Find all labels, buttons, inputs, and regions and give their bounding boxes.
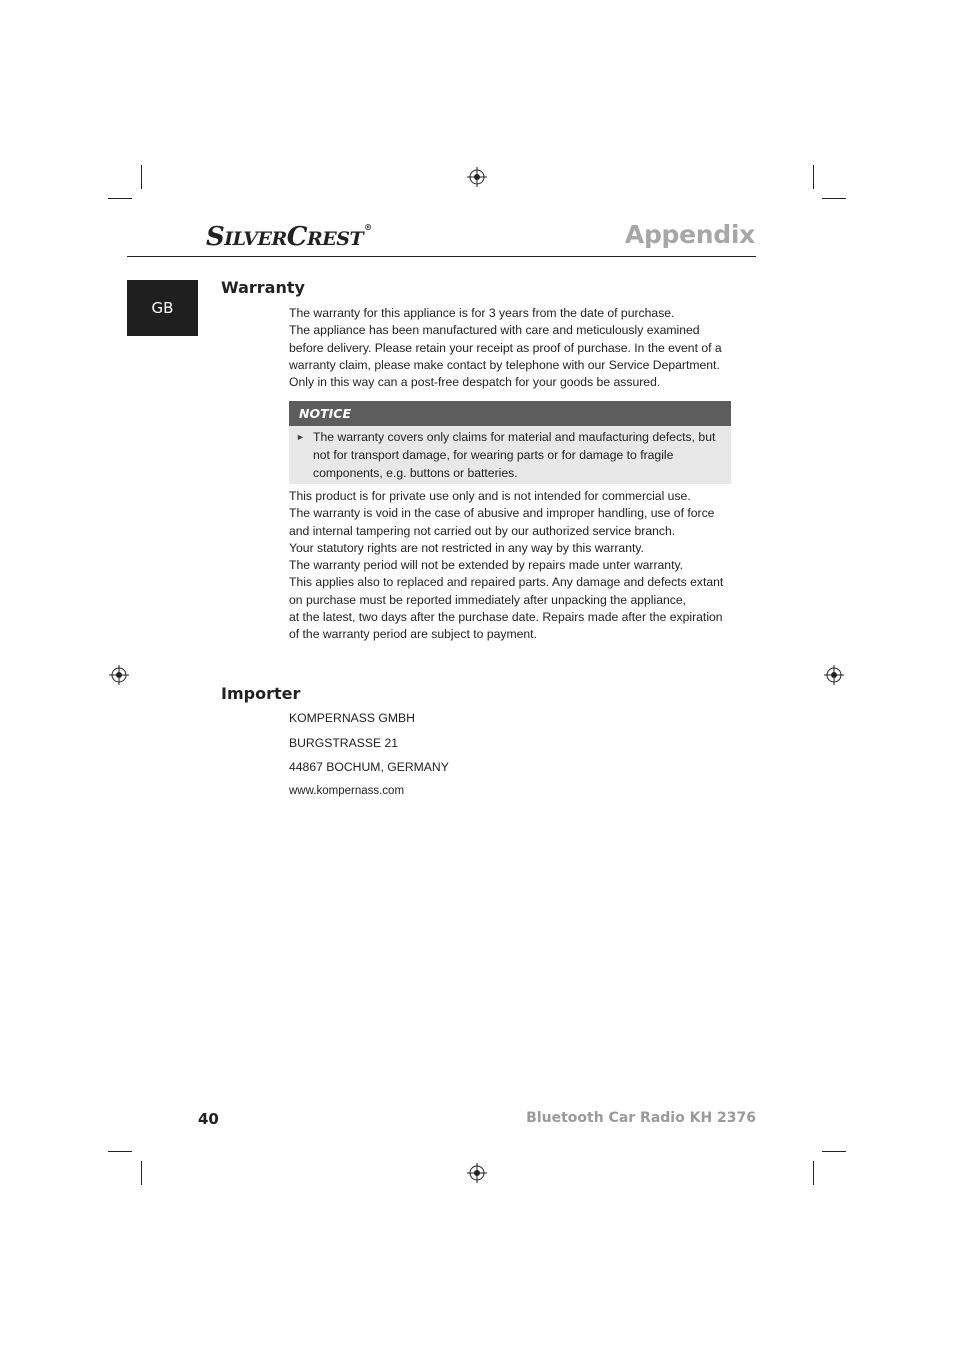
logo-letter: S (206, 222, 225, 252)
crop-mark (141, 165, 142, 189)
logo-letter: C (286, 222, 307, 252)
crop-mark (108, 1151, 132, 1152)
importer-city: 44867 BOCHUM, GERMANY (289, 760, 449, 774)
crop-mark (813, 165, 814, 189)
crop-mark (141, 1161, 142, 1185)
registration-mark-icon (109, 665, 129, 685)
logo-letters: REST (307, 228, 364, 250)
registered-mark: ® (364, 222, 372, 232)
language-tab: GB (127, 280, 198, 336)
paragraph: The warranty is void in the case of abusive and improper handling, use of force and internal tampering not carried out by our authorized service branch. (289, 506, 715, 538)
registration-mark-icon (467, 167, 487, 187)
paragraph: This product is for private use only and is not intended for commercial use. (289, 489, 691, 503)
logo-letters: ILVER (224, 228, 287, 250)
paragraph: The appliance has been manufactured with care and meticulously examined before delivery. Please retain your receipt as proof of purchase. In the event of a warranty claim, please make contact by telephone with our Service Department. Only in this way can a post-free despatch for your goods be assured. (289, 323, 722, 390)
notice-content (289, 426, 731, 482)
page-title: Appendix (624, 220, 755, 249)
registration-mark-icon (467, 1163, 487, 1183)
paragraph: Your statutory rights are not restricted in any way by this warranty. (289, 540, 644, 555)
crop-mark (813, 1161, 814, 1185)
product-name: Bluetooth Car Radio KH 2376 (526, 1110, 756, 1126)
header-divider (127, 256, 756, 257)
paragraph: The warranty period will not be extended by repairs made unter warranty. (289, 558, 684, 573)
notice-box (289, 401, 731, 484)
notice-text: The warranty covers only claims for material and maufacturing defects, but not for transport damage, for wearing parts or for damage to fragile components, e.g. buttons or batteries. (313, 430, 716, 480)
crop-mark (822, 1151, 846, 1152)
importer-street: BURGSTRASSE 21 (289, 736, 399, 750)
importer-website-link[interactable]: www.kompernass.com (289, 785, 405, 797)
paragraph: The warranty for this appliance is for 3 years from the date of purchase. (289, 306, 675, 320)
paragraph: at the latest, two days after the purchase date. Repairs made after the expiration of the warranty period are subject to payment. (289, 610, 723, 642)
importer-company: KOMPERNASS GMBH (289, 711, 415, 725)
bullet-arrow-icon: ► (296, 432, 305, 442)
crop-mark (108, 198, 132, 199)
registration-mark-icon (824, 665, 844, 685)
brand-logo (206, 222, 372, 252)
notice-label: NOTICE (289, 401, 731, 426)
importer-heading: Importer (221, 684, 301, 703)
warranty-heading: Warranty (221, 278, 305, 297)
page-number: 40 (198, 1110, 219, 1128)
warranty-details (289, 488, 735, 644)
warranty-intro (289, 305, 734, 391)
crop-mark (822, 198, 846, 199)
paragraph: This applies also to replaced and repaired parts. Any damage and defects extant on purchase must be reported immediately after unpacking the appliance, (289, 575, 724, 607)
